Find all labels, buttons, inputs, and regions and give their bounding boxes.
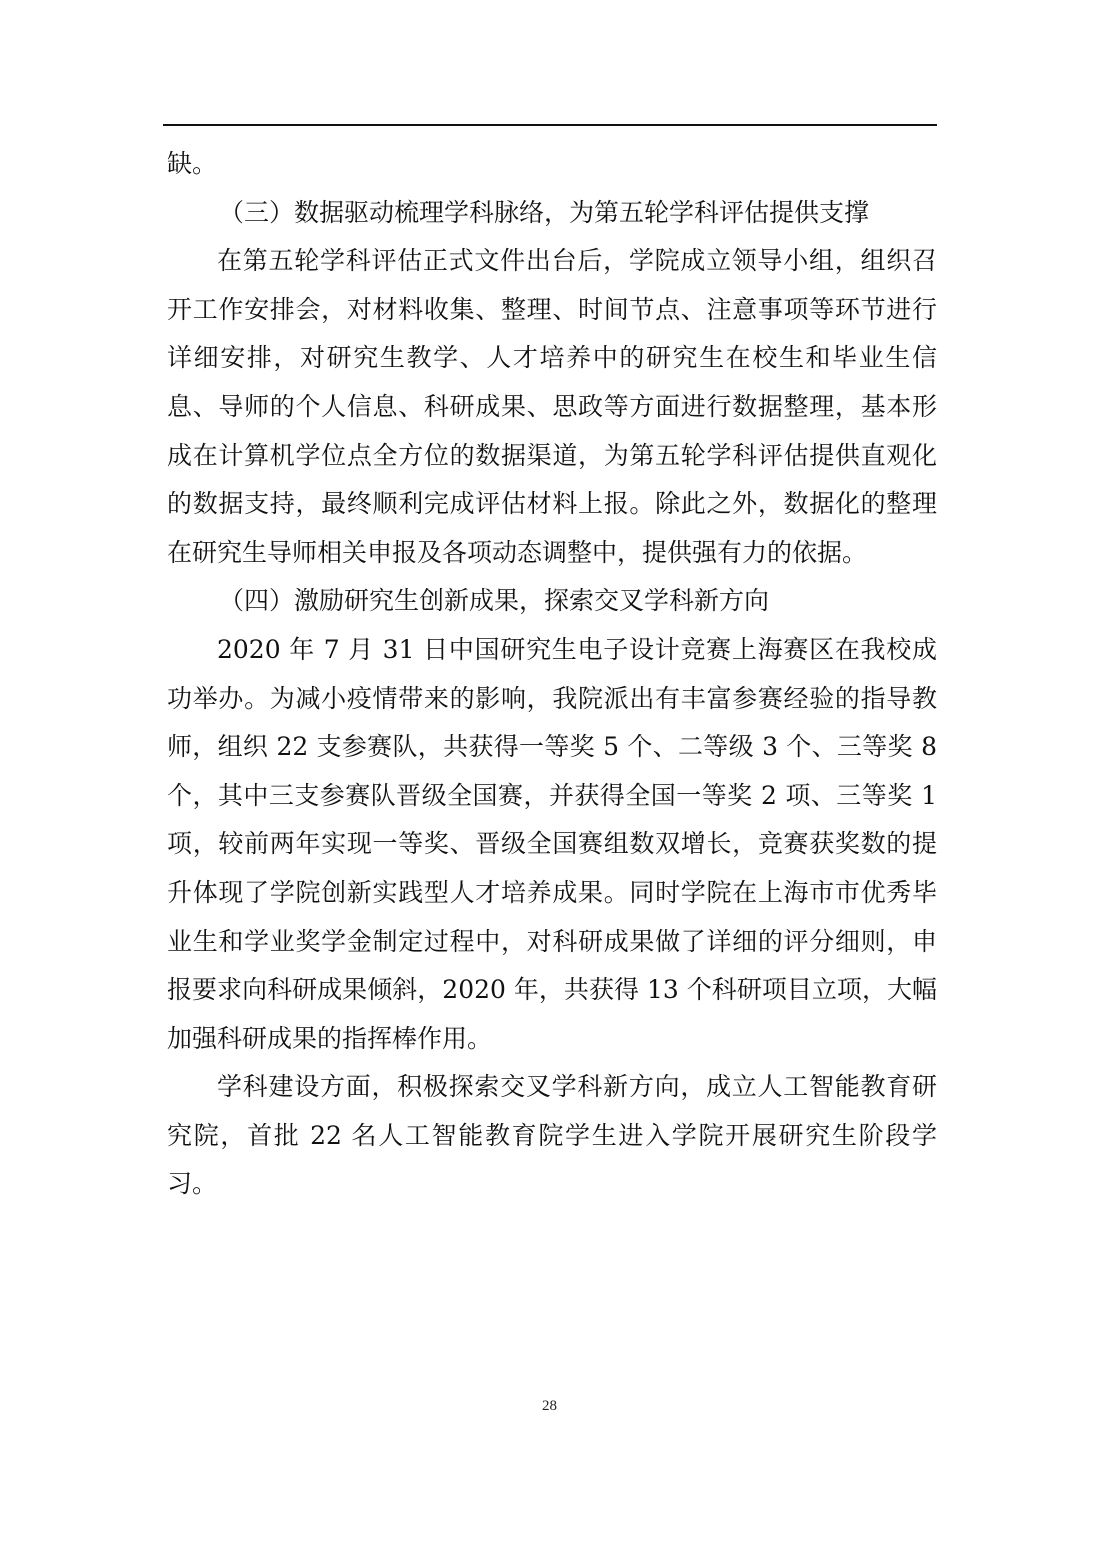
section-heading-three: （三）数据驱动梳理学科脉络，为第五轮学科评估提供支撑 <box>219 197 870 227</box>
page-number: 28 <box>542 1398 557 1414</box>
paragraph-discipline-construction: 学科建设方面，积极探索交叉学科新方向，成立人工智能教育研究院，首批 22 名人工智能教育院学生进入学院开展研究生阶段学习。 <box>167 1072 937 1199</box>
paragraph-continuation: 缺。 <box>167 149 218 178</box>
paragraph-competition: 2020 年 7 月 31 日中国研究生电子设计竞赛上海赛区在我校成功举办。为减小疫情带来的影响，我院派出有丰富参赛经验的指导教师，组织 22 支参赛队，共获得一等奖 5 个、二等级 3 个、三等奖 8 个，其中三支参赛队晋级全国赛，并获得全国一等奖 2 项、三等奖 1 项，较前两年实现一等奖、晋级全国赛组数双增长，竞赛获奖数的提升体现了学院创新实践型人才培养成果。同时学院在上海市市优秀毕业生和学业奖学金制定过程中，对科研成果做了详细的评分细则，申报要求向科研成果倾斜，2020 年，共获得 13 个科研项目立项，大幅加强科研成果的指挥棒作用。 <box>167 634 937 1053</box>
paragraph-discipline-evaluation: 在第五轮学科评估正式文件出台后，学院成立领导小组，组织召开工作安排会，对材料收集、整理、时间节点、注意事项等环节进行详细安排，对研究生教学、人才培养中的研究生在校生和毕业生信息、导师的个人信息、科研成果、思政等方面进行数据整理，基本形成在计算机学位点全方位的数据渠道，为第五轮学科评估提供直观化的数据支持，最终顺利完成评估材料上报。除此之外，数据化的整理在研究生导师相关申报及各项动态调整中，提供强有力的依据。 <box>167 246 937 567</box>
section-heading-four: （四）激励研究生创新成果，探索交叉学科新方向 <box>219 586 770 616</box>
header-rule <box>163 124 937 126</box>
document-body <box>167 140 937 1209</box>
